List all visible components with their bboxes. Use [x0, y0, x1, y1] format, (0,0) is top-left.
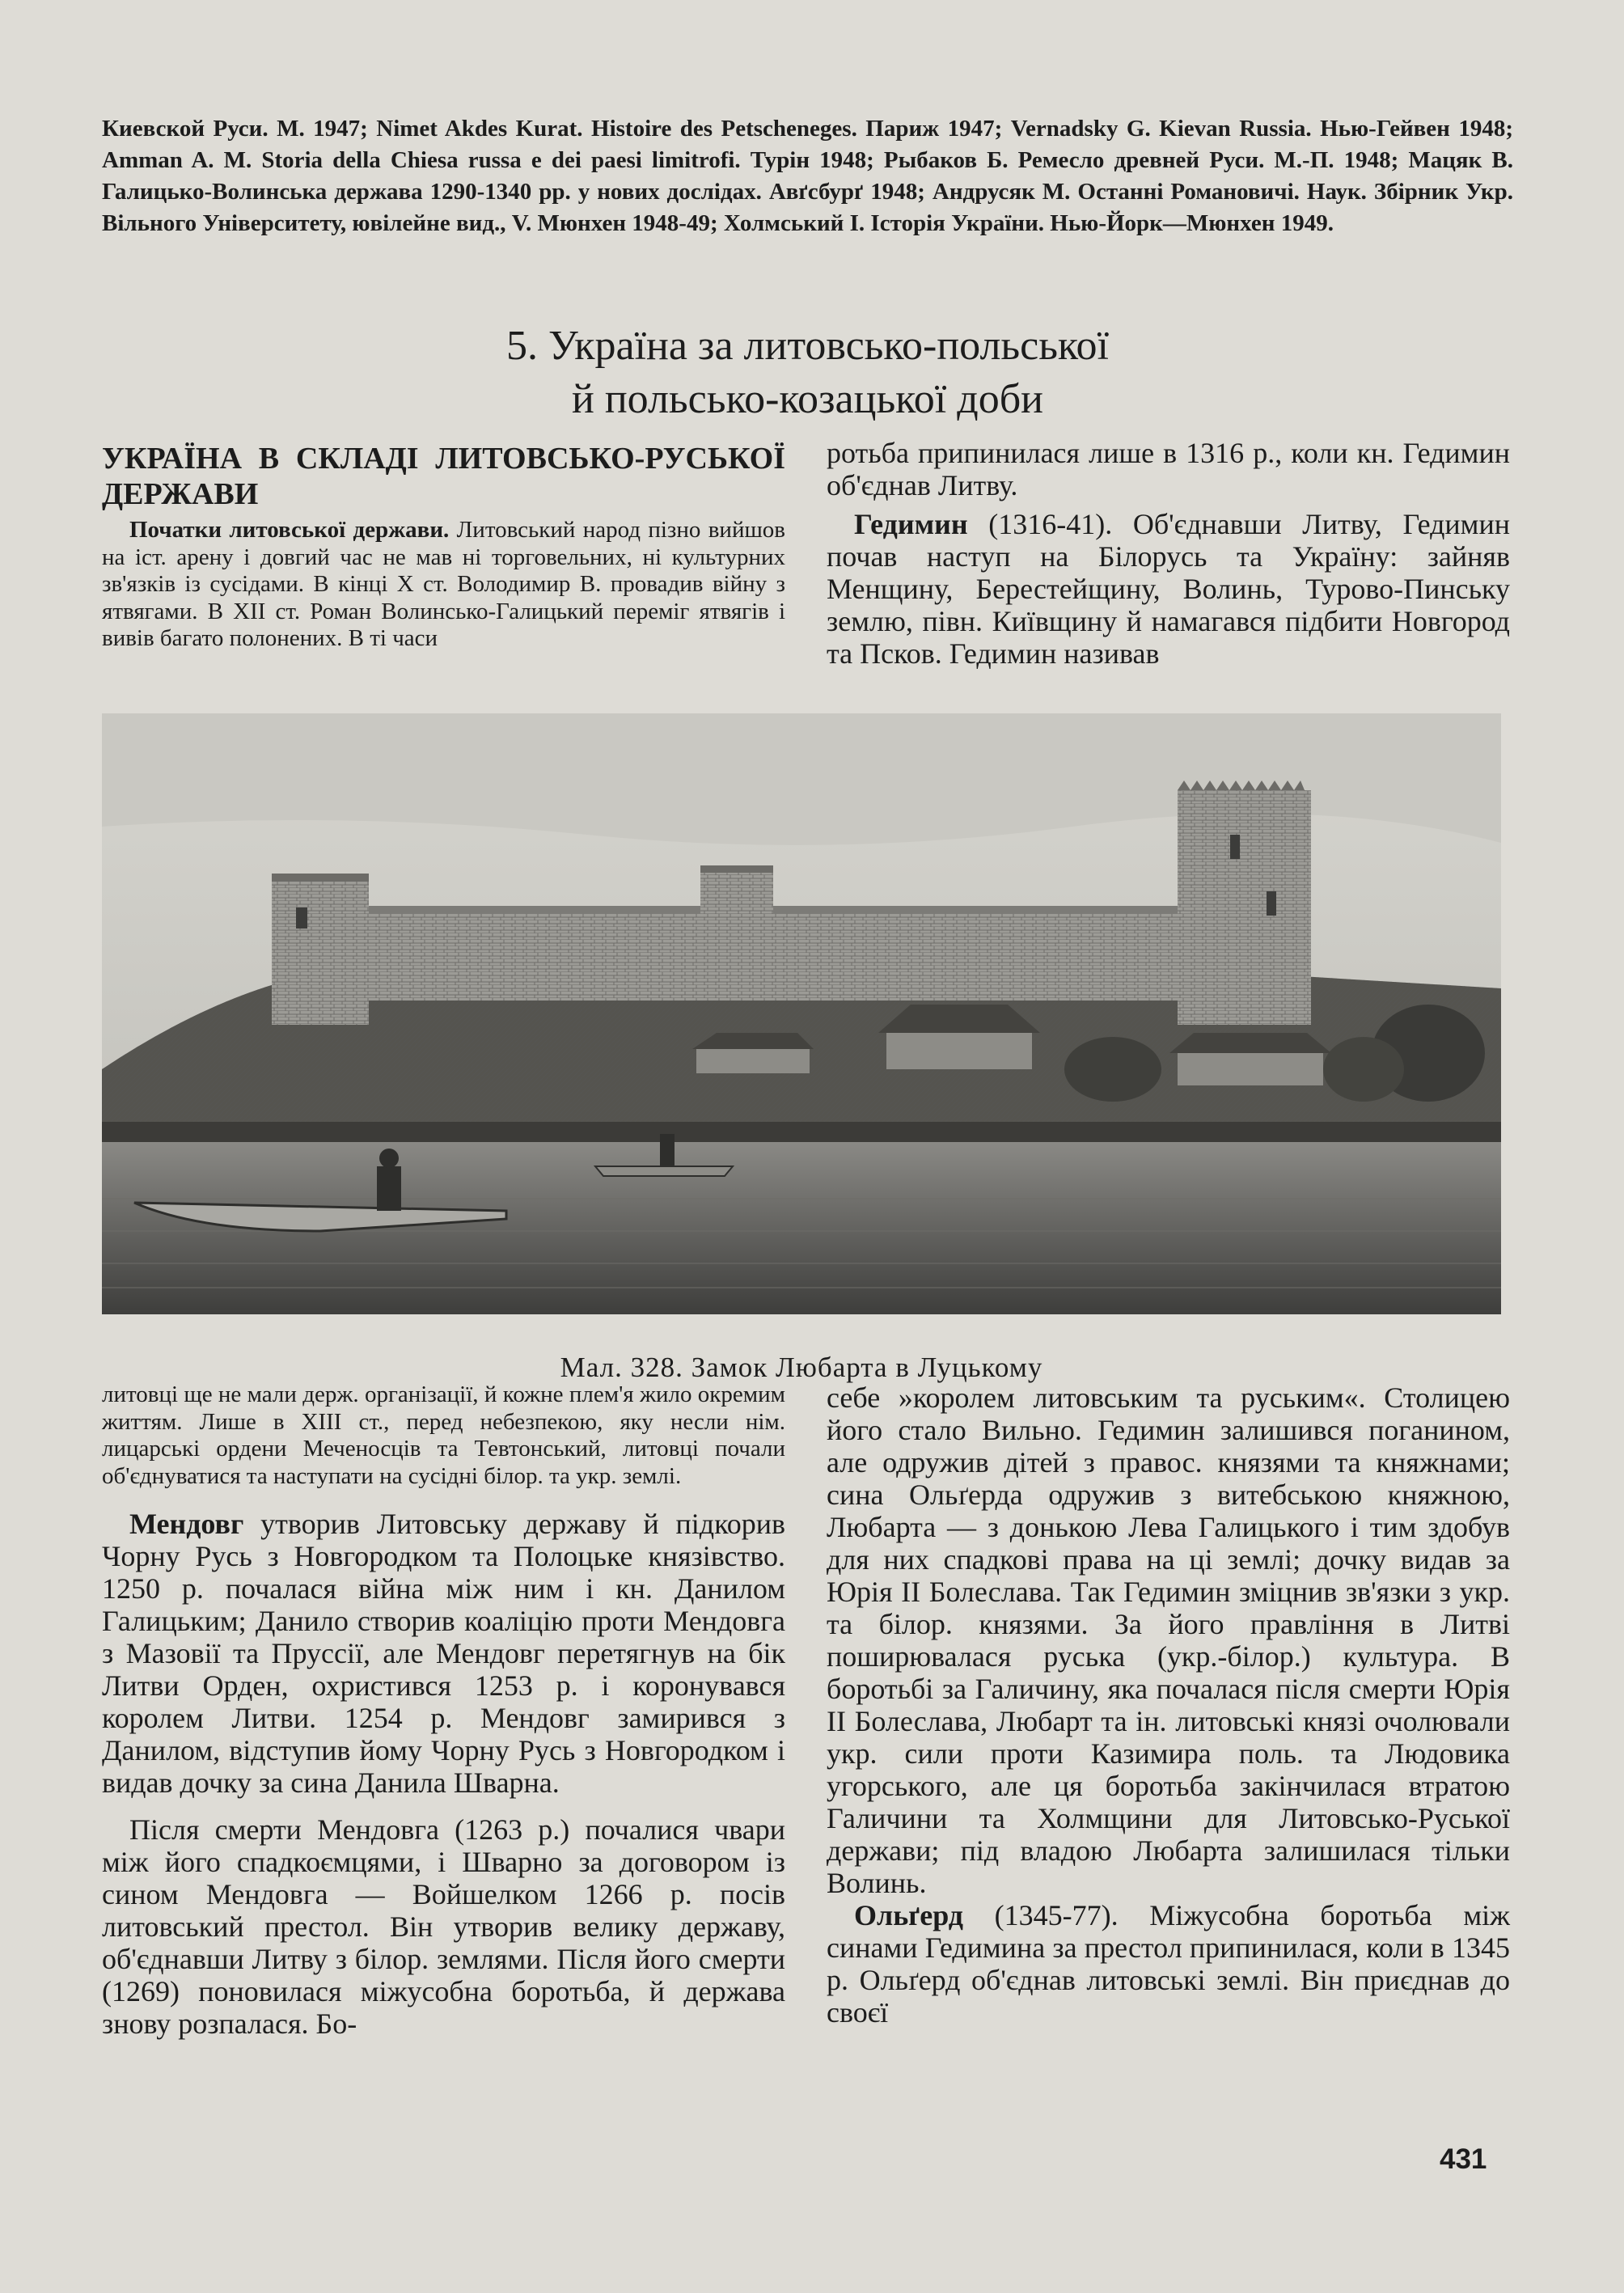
right-column-bottom	[827, 1381, 1510, 2029]
paragraph-text: (1316-41). Об'єднавши Литву, Гедимин почав наступ на Білорусь та Україну: зайняв Менщину, Берестейщину, Волинь, Турово-Пинську землю, півн. Київщину й намагався підбити Новгород та Псков. Гедимин називав	[827, 508, 1510, 670]
run-in-heading: Гедимин	[854, 508, 968, 540]
paragraph-text: утворив Литовську державу й підкорив Чорну Русь з Новгородком та Полоцьке князівство. 1250 р. почалася війна між ним і кн. Данилом Галицьким; Данило створив коаліцію проти Мендовга з Мазовії та Пруссії, але Мендовг перетягнув на бік Литви Орден, охристився 1253 р. і коронувався королем Литви. 1254 р. Мендовг замирився з Данилом, відступив йому Чорну Русь з Новгородком і видав дочку за сина Данила Шварна.	[102, 1508, 785, 1799]
paragraph-lithuania-origins	[102, 517, 785, 653]
bibliography-block: Киевской Руси. М. 1947; Nimet Akdes Kurat. Histoire des Petscheneges. Париж 1947; Vernadsky G. Kievan Russia. Нью-Гейвен 1948; Amman A. M. Storia della Chiesa russa e dei paesi limitrofi. Турін 1948; Рыбаков Б. Ремесло древней Руси. М.-П. 1948; Мацяк В. Галицько-Волинська держава 1290-1340 рр. у нових дослідах. Авґсбурґ 1948; Андрусяк М. Останні Романовичі. Наук. Збірник Укр. Вільного Університету, ювілейне вид., V. Мюнхен 1948-49; Холмський І. Історія України. Нью-Йорк—Мюнхен 1949.	[102, 116, 1513, 236]
run-in-heading: Мендовг	[129, 1508, 244, 1540]
castle-illustration	[102, 713, 1501, 1314]
chapter-title	[102, 319, 1513, 426]
paragraph-gediminas	[827, 508, 1510, 670]
run-in-heading: Початки литовської держави.	[129, 517, 450, 543]
paragraph-mindaugas	[102, 1508, 785, 1799]
paragraph-after-mindaugas: Після смерти Мендовга (1263 р.) почалися чвари між його спадкоємцями, і Шварно за договором із сином Мендовга — Войшелком 1266 р. посів литовський престол. Він утворив велику державу, об'єднавши Литву з білор. землями. Після його смерти (1269) поновилася міжусобна боротьба, й держава знову розпалася. Бо-	[102, 1813, 785, 2040]
left-column-top	[102, 441, 785, 653]
left-column-bottom	[102, 1381, 785, 2040]
section-heading: УКРАЇНА В СКЛАДІ ЛИТОВСЬКО-РУСЬКОЇ ДЕРЖАВИ	[102, 442, 785, 511]
run-in-heading: Ольґерд	[854, 1899, 963, 1931]
chapter-title-line-2: й польсько-козацької доби	[572, 376, 1043, 422]
paragraph-continuation-small: литовці ще не мали держ. організації, й кожне плем'я жило окремим життям. Лише в XIII ст., перед небезпекою, яку несли нім. лицарські ордени Меченосців та Тевтонський, литовці почали об'єднуватися та наступати на сусідні білор. та укр. землі.	[102, 1381, 785, 1489]
page-number: 431	[1440, 2143, 1487, 2175]
paragraph-algirdas	[827, 1899, 1510, 2029]
figure-caption: Мал. 328. Замок Любарта в Луцькому	[560, 1352, 1043, 1383]
paragraph-continuation: ротьба припинилася лише в 1316 р., коли кн. Гедимин об'єднав Литву.	[827, 437, 1510, 501]
lubart-castle-engraving	[102, 713, 1501, 1314]
right-column-top	[827, 437, 1510, 670]
paragraph-text: Литовський народ пізно вийшов на іст. арену і довгий час не мав ні торговельних, ні культурних зв'язків із сусідами. В кінці X ст. Володимир В. провадив війну з ятвягами. В XII ст. Роман Волинсько-Галицький переміг ятвягів і вивів багато полонених. В ті часи	[102, 517, 785, 651]
chapter-title-line-1: 5. Україна за литовсько-польської	[505, 323, 1110, 369]
paragraph-gediminas-continued: себе »королем литовським та руським«. Столицею його стало Вильно. Гедимин залишився поганином, але одружив дітей з правос. князями та княжнами; сина Ольґерда одружив з витебською княжною, Любарта — з донькою Лева Галицького і тим здобув для них спадкові права на ці землі; дочку видав за Юрія II Болеслава. Так Гедимин зміцнив зв'язки з укр. та білор. князями. За його правління в Литві поширювалася руська (укр.-білор.) культура. В боротьбі за Галичину, яка почалася після смерти Юрія II Болеслава, Любарт та ін. литовські князі очолювали укр. сили проти Казимира поль. та Людовика угорського, але ця боротьба закінчилася втратою Галичини та Холмщини для Литовсько-Руської держави; під владою Любарта залишилася тільки Волинь.	[827, 1381, 1510, 1899]
paragraph-text: (1345-77). Міжусобна боротьба між синами Гедимина за престол припинилася, коли в 1345 р. Ольґерд об'єднав литовські землі. Він приєднав до своєї	[827, 1899, 1510, 2029]
